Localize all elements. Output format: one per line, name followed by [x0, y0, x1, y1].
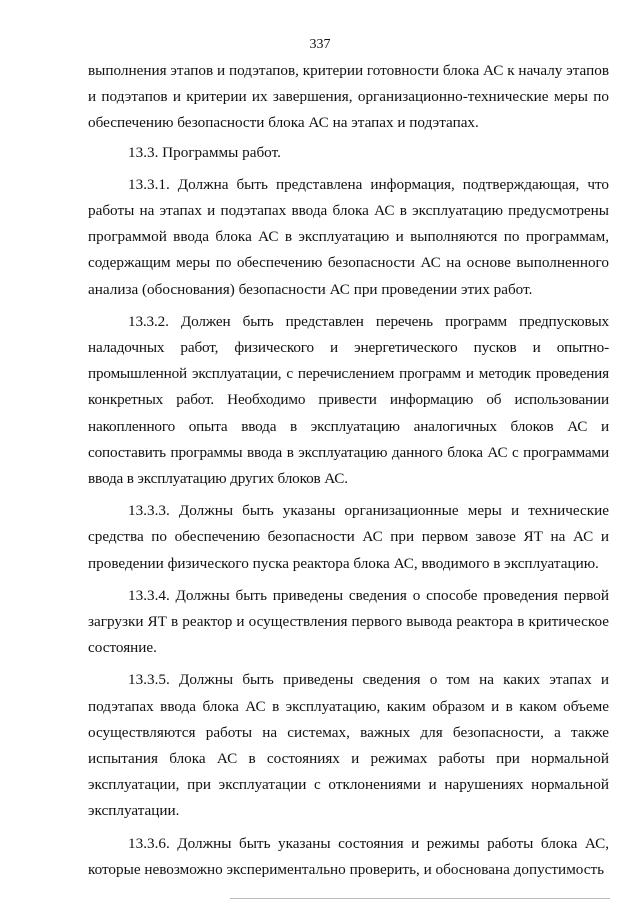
paragraph-13-3-3: 13.3.3. Должны быть указаны организационные меры и технические средства по обеспечению безопасности АС при первом завозе ЯТ на АС и проведении физического пуска реактора блока АС, вводимого в эксплуатацию.	[88, 502, 609, 572]
paragraph-continuation: выполнения этапов и подэтапов, критерии готовности блока АС к началу этапов и подэтапов и критерии их завершения, организационно-технические меры по обеспечению безопасности блока АС на этапах и подэтапах.	[88, 62, 609, 132]
section-heading-13-3: 13.3. Программы работ.	[128, 143, 281, 161]
page-number: 337	[309, 37, 331, 52]
paragraph-13-3-5: 13.3.5. Должны быть приведены сведения о том на каких этапах и подэтапах ввода блока АС в эксплуатацию, каким образом и в каком объеме осуществляются работы на системах, важных для безопасности, а также испытания блока АС в состояниях и режимах работы при нормальной эксплуатации, при эксплуатации с отклонениями и нарушениях нормальной эксплуатации.	[88, 671, 609, 820]
paragraph-13-3-2: 13.3.2. Должен быть представлен перечень программ предпусковых наладочных работ, физического и энергетического пусков и опытно-промышленной эксплуатации, с перечислением программ и методик проведения конкретных работ. Необходимо привести информацию об использовании накопленного опыта ввода в эксплуатацию аналогичных блоков АС и сопоставить программы ввода в эксплуатацию данного блока АС с программами ввода в эксплуатацию других блоков АС.	[88, 312, 609, 488]
page-bottom-edge	[230, 898, 610, 899]
paragraph-13-3-1: 13.3.1. Должна быть представлена информация, подтверждающая, что работы на этапах и подэтапах ввода блока АС в эксплуатацию предусмотрены программой ввода блока АС в эксплуатацию и выполняются по программам, содержащим меры по обеспечению безопасности АС на основе выполненного анализа (обоснования) безопасности АС при проведении этих работ.	[88, 175, 609, 298]
paragraph-13-3-4: 13.3.4. Должны быть приведены сведения о способе проведения первой загрузки ЯТ в реактор и осуществления первого вывода реактора в критическое состояние.	[88, 586, 609, 657]
document-body	[88, 58, 609, 883]
paragraph-13-3-6: 13.3.6. Должны быть указаны состояния и режимы работы блока АС, которые невозможно экспериментально проверить, и обоснована допустимость	[88, 834, 609, 878]
